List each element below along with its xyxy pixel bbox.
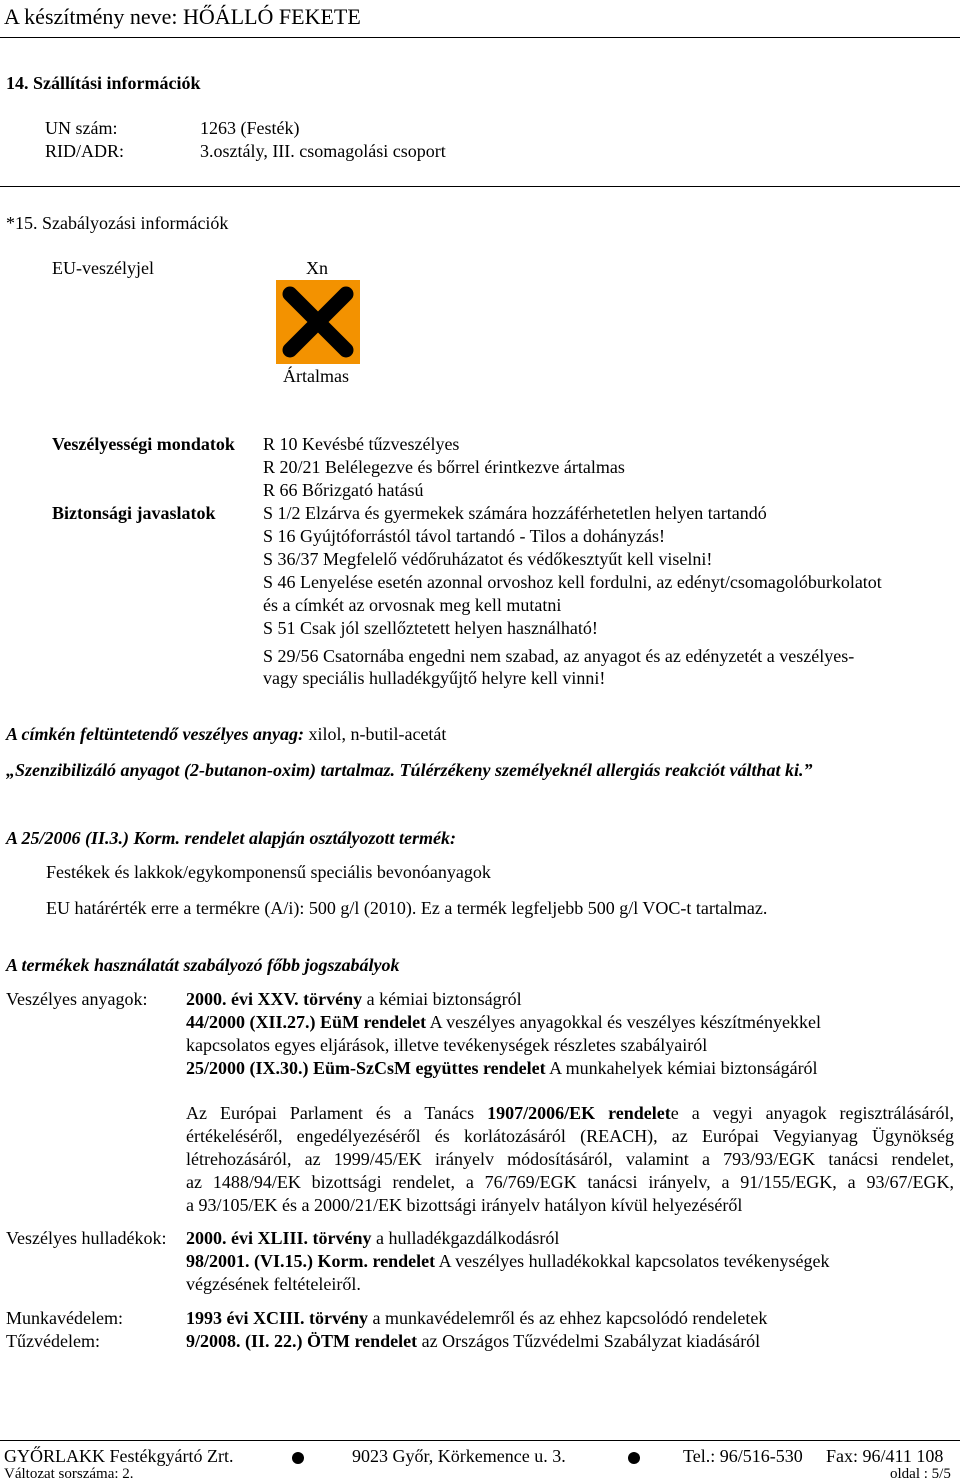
risk-phrases-label: Veszélyességi mondatok — [52, 434, 235, 454]
rid-adr-label: RID/ADR: — [45, 141, 125, 161]
footer-page: oldal : 5/5 — [890, 1466, 951, 1482]
korm-title: A 25/2006 (II.3.) Korm. rendelet alapján osztályozott termék: — [6, 828, 457, 848]
korm-category: Festékek és lakkok/egykomponensű speciális bevonóanyagok — [46, 862, 491, 882]
reach-line: a 93/105/EK és a 2000/21/EK bizottsági irányelv hatályon kívül helyezéséről — [186, 1195, 743, 1215]
waste-label: Veszélyes hulladékok: — [6, 1228, 167, 1248]
reach-line: létrehozásáról, az 1999/45/EK irányelv módosításáról, valamint a 793/93/EGK tanácsi rendelet, — [186, 1149, 954, 1169]
law-line: 44/2000 (XII.27.) EüM rendelet A veszélyes anyagokkal és veszélyes készítményekkel — [186, 1012, 822, 1032]
risk-phrase: R 10 Kevésbé tűzveszélyes — [263, 434, 460, 454]
label-substance-title: A címkén feltüntetendő veszélyes anyag: — [6, 724, 304, 744]
footer-company: GYŐRLAKK Festékgyártó Zrt. — [4, 1446, 234, 1466]
voc-text: EU határérték erre a termékre (A/i): 500 g/l (2010). Ez a termék legfeljebb 500 g/l VOC-t tartalmaz. — [46, 898, 768, 918]
safety-phrases-label: Biztonsági javaslatok — [52, 503, 216, 523]
bullet-icon — [628, 1452, 640, 1464]
label-substance-line — [6, 724, 446, 745]
label-substance-value: xilol, n-butil-acetát — [303, 724, 447, 744]
footer-version: Változat sorszáma: 2. — [4, 1466, 134, 1482]
section-14-title: 14. Szállítási információk — [6, 73, 201, 93]
safety-phrase: és a címkét az orvosnak meg kell mutatni — [263, 595, 562, 615]
law-line: 2000. évi XXV. törvény a kémiai biztonságról — [186, 989, 522, 1009]
law-line: 25/2000 (IX.30.) Eüm-SzCsM együttes rendelet A munkahelyek kémiai biztonságáról — [186, 1058, 818, 1078]
header-rule — [0, 37, 960, 38]
laws-title: A termékek használatát szabályozó főbb jogszabályok — [6, 955, 400, 975]
waste-law-line: 98/2001. (VI.15.) Korm. rendelet A veszélyes hulladékokkal kapcsolatos tevékenységek — [186, 1251, 830, 1271]
eu-hazard-label: EU-veszélyjel — [52, 258, 154, 278]
footer-phone: Tel.: 96/516-530 — [683, 1446, 803, 1466]
waste-law-line: végzésének feltételeiről. — [186, 1274, 361, 1294]
harmful-x-icon — [276, 280, 360, 364]
rid-adr-value: 3.osztály, III. csomagolási csoport — [200, 141, 446, 161]
safety-phrase: S 46 Lenyelése esetén azonnal orvoshoz kell fordulni, az edényt/csomagolóburkolatot — [263, 572, 882, 592]
safety-phrase: S 16 Gyújtóforrástól távol tartandó - Tilos a dohányzás! — [263, 526, 665, 546]
safety-phrase: S 1/2 Elzárva és gyermekek számára hozzáférhetetlen helyen tartandó — [263, 503, 767, 523]
reach-line: értékeléséről, engedélyezéséről és korlátozásáról (REACH), az Európai Vegyianyag Ügynökség — [186, 1126, 954, 1146]
footer-rule — [0, 1440, 960, 1441]
safety-phrase: S 51 Csak jól szellőztetett helyen használható! — [263, 618, 598, 638]
bullet-icon — [292, 1452, 304, 1464]
section-15-title: *15. Szabályozási információk — [6, 213, 229, 233]
safety-phrase: S 36/37 Megfelelő védőruházatot és védőkesztyűt kell viselni! — [263, 549, 713, 569]
hazard-name: Ártalmas — [283, 366, 349, 386]
work-safety-law: 1993 évi XCIII. törvény a munkavédelemről és az ehhez kapcsolódó rendeletek — [186, 1308, 768, 1328]
section-divider — [0, 186, 960, 187]
un-number-value: 1263 (Festék) — [200, 118, 300, 138]
reach-line: az 1488/94/EK bizottsági rendelet, a 76/769/EGK tanácsi irányelv, a 91/155/EGK, a 93/67/EGK, — [186, 1172, 954, 1192]
footer-fax: Fax: 96/411 108 — [826, 1446, 944, 1466]
footer-address: 9023 Győr, Körkemence u. 3. — [352, 1446, 566, 1466]
law-line: kapcsolatos egyes eljárások, illetve tevékenységek részletes szabályairól — [186, 1035, 708, 1055]
fire-safety-law: 9/2008. (II. 22.) ÖTM rendelet az Országos Tűzvédelmi Szabályzat kiadásáról — [186, 1331, 761, 1351]
safety-phrase: vagy speciális hulladékgyűjtő helyre kell vinni! — [263, 668, 606, 688]
waste-law-line: 2000. évi XLIII. törvény a hulladékgazdálkodásról — [186, 1228, 560, 1248]
un-number-label: UN szám: — [45, 118, 118, 138]
sensitizer-warning: „Szenzibilizáló anyagot (2-butanon-oxim) tartalmaz. Túlérzékeny személyeknél allergiás reakciót válthat ki.” — [6, 760, 813, 780]
risk-phrase: R 66 Bőrizgató hatású — [263, 480, 424, 500]
reach-line: Az Európai Parlament és a Tanács 1907/2006/EK rendelete a vegyi anyagok regisztrálásáról, — [186, 1103, 954, 1123]
hazard-code: Xn — [306, 258, 328, 278]
document-title: A készítmény neve: HŐÁLLÓ FEKETE — [4, 4, 361, 29]
risk-phrase: R 20/21 Belélegezve és bőrrel érintkezve ártalmas — [263, 457, 625, 477]
fire-safety-label: Tűzvédelem: — [6, 1331, 100, 1351]
dangerous-substances-label: Veszélyes anyagok: — [6, 989, 148, 1009]
safety-phrase: S 29/56 Csatornába engedni nem szabad, az anyagot és az edényzetét a veszélyes- — [263, 646, 855, 666]
work-safety-label: Munkavédelem: — [6, 1308, 123, 1328]
